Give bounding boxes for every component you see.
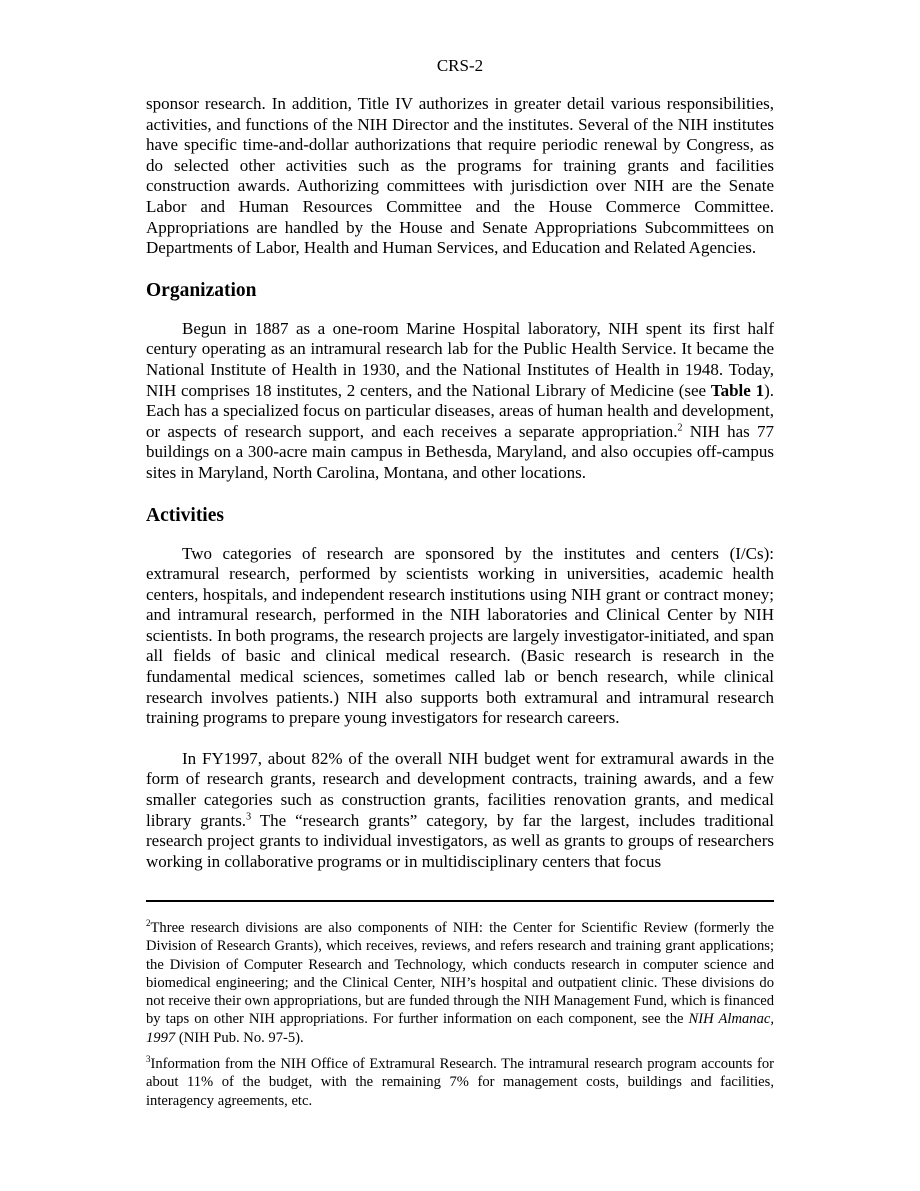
footnote-3-marker: 3: [146, 1054, 151, 1065]
footnote-3-reference[interactable]: 3: [246, 810, 252, 822]
footnotes-section: [146, 919, 774, 1118]
footnote-2-text-2: (NIH Pub. No. 97-5).: [175, 1029, 304, 1046]
organization-text-2: ). Each has a specialized focus on particular diseases, areas of human health and development, or aspects of research support, and each receives a separate appropriation.: [146, 380, 774, 441]
footnote-2: [146, 919, 774, 1047]
activities-text-2: The “research grants” category, by far the largest, includes traditional research project grants to individual investigators, as well as grants to groups of researchers working in collaborative programs or in multidisciplinary centers that focus: [146, 810, 774, 871]
organization-text-3: NIH has 77 buildings on a 300-acre main campus in Bethesda, Maryland, and also occupies off-campus sites in Maryland, North Carolina, Montana, and other locations.: [146, 421, 774, 482]
activities-paragraph-1: Two categories of research are sponsored by the institutes and centers (I/Cs): extramural research, performed by scientists working in universities, academic health centers, hospitals, and independent research institutions using NIH grant or contract money; and intramural research, performed in the NIH laboratories and Clinical Center by NIH scientists. In both programs, the research projects are largely investigator-initiated, and span all fields of basic and clinical medical research. (Basic research is research in the fundamental medical sciences, sometimes called lab or bench research, while clinical research involves patients.) NIH also supports both extramural and intramural research training programs to prepare young investigators for research careers.: [146, 543, 774, 728]
intro-paragraph: sponsor research. In addition, Title IV authorizes in greater detail various responsibilities, activities, and functions of the NIH Director and the institutes. Several of the NIH institutes have specific time-and-dollar authorizations that require periodic renewal by Congress, as do selected other activities such as the programs for training grants and facilities construction awards. Authorizing committees with jurisdiction over NIH are the Senate Labor and Human Resources Committee and the House Commerce Committee. Appropriations are handled by the House and Senate Appropriations Subcommittees on Departments of Labor, Health and Human Services, and Education and Related Agencies.: [146, 94, 774, 258]
organization-heading: Organization: [146, 279, 257, 301]
organization-paragraph: [146, 319, 774, 484]
footnote-divider: [146, 900, 774, 902]
activities-heading: Activities: [146, 504, 224, 526]
page-label: CRS-2: [436, 56, 484, 75]
table-1-reference[interactable]: Table 1: [710, 380, 765, 400]
footnote-2-marker: 2: [146, 918, 151, 929]
footnote-2-italic-title: NIH Almanac, 1997: [146, 1011, 774, 1046]
document-page: [146, 54, 774, 872]
footnote-2-reference[interactable]: 2: [677, 422, 683, 434]
footnote-3: [146, 1055, 774, 1110]
activities-paragraph-2: [146, 749, 774, 873]
activities-text-1: In FY1997, about 82% of the overall NIH budget went for extramural awards in the form of research grants, research and development contracts, training awards, and a few smaller categories such as construction grants, facilities renovation grants, and medical library grants.: [146, 748, 774, 830]
footnote-3-text: Information from the NIH Office of Extramural Research. The intramural research program accounts for about 11% of the budget, with the remaining 7% for management costs, buildings and facilities, interagency agreements, etc.: [146, 1056, 774, 1109]
footnote-2-text-1: Three research divisions are also components of NIH: the Center for Scientific Review (formerly the Division of Research Grants), which receives, reviews, and refers research and training grant applications; the Division of Computer Research and Technology, which conducts research in computer science and biomedical engineering; and the Clinical Center, NIH’s hospital and outpatient clinic. These divisions do not receive their own appropriations, but are funded through the NIH Management Fund, which is financed by taps on other NIH appropriations. For further information on each component, see the: [146, 920, 774, 1028]
page-header: [146, 54, 774, 78]
paragraph-gap: [146, 729, 774, 749]
organization-text-1: Begun in 1887 as a one-room Marine Hospital laboratory, NIH spent its first half century operating as an intramural research lab for the Public Health Service. It became the National Institute of Health in 1930, and the National Institutes of Health in 1948. Today, NIH comprises 18 institutes, 2 centers, and the National Library of Medicine (see: [146, 318, 774, 400]
